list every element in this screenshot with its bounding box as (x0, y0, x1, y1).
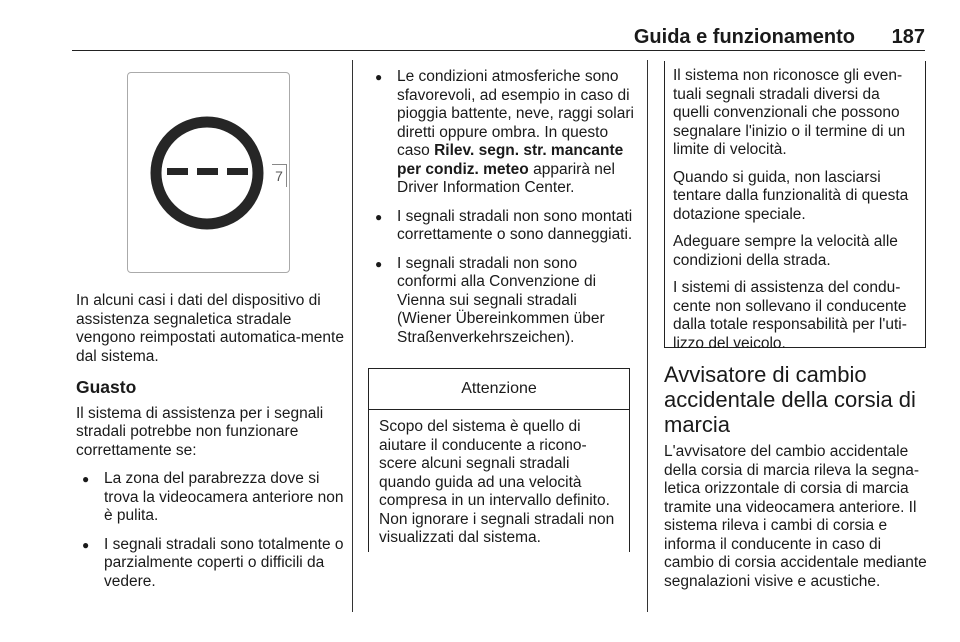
traffic-sign-icon (128, 73, 288, 271)
note-paragraph: Il sistema non riconosce gli even-tuali segnali stradali diversi da quelli convenzionali che possono segnalare l'inizio o il termine di un limite di velocità. (673, 67, 906, 158)
column-1 (76, 292, 344, 601)
intro-text: In alcuni casi i dati del dispositivo di assistenza segnaletica stradale vengono reimpostati automatica-mente dal sistema. (76, 292, 344, 365)
column-divider-right (647, 60, 648, 612)
section-heading-guasto: Guasto (76, 377, 137, 397)
list-item: ● I segnali stradali non sono montati correttamente o sono danneggiati. (369, 208, 635, 245)
warning-box (368, 368, 630, 552)
sign-illustration (127, 72, 290, 273)
note-paragraph: I sistemi di assistenza del condu-cente non sollevano il conducente dalla totale responsabilità per l'uti-lizzo del veicolo. (673, 279, 907, 352)
note-box (664, 61, 926, 352)
section-lane-departure (664, 362, 930, 591)
warning-body: Scopo del sistema è quello di aiutare il conducente a ricono-scere alcuni segnali stradali quando guida ad una velocità compresa in un intervallo definito. Non ignorare i segnali stradali non visualizzati dal sistema. (379, 418, 615, 546)
list-item: ● Le condizioni atmosferiche sono sfavorevoli, ad esempio in caso di pioggia battente, neve, raggi solari diretti oppure ombra. In questo caso Rilev. segn. str. mancante per condiz. meteo apparirà nel Driver Information Center. (369, 68, 635, 198)
guasto-text: Il sistema di assistenza per i segnali stradali potrebbe non funzionare correttamente se: (76, 404, 324, 459)
column-2 (369, 68, 635, 357)
page-header (72, 0, 925, 51)
bullet-list-1 (76, 470, 344, 591)
section-body: L'avvisatore del cambio accidentale della corsia di marcia rileva la segna-letica orizzontale di corsia di marcia tramite una videocamera anteriore. Il sistema rileva i cambi di corsia e informa il conducente in caso di cambio di corsia accidentale mediante segnalazioni visive e acustiche. (664, 443, 927, 590)
figure-label: 7 (272, 164, 287, 187)
warning-title: Attenzione (369, 369, 629, 410)
list-item: ● I segnali stradali sono totalmente o parzialmente coperti o difficili da vedere. (76, 536, 344, 592)
section-title: Avvisatore di cambio accidentale della corsia di marcia (664, 362, 916, 437)
bullet-list-2 (369, 68, 635, 347)
column-divider-left (352, 60, 353, 612)
note-paragraph: Quando si guida, non lasciarsi tentare dalla funzionalità di questa dotazione speciale. (673, 168, 909, 223)
list-item: ● La zona del parabrezza dove si trova la videocamera anteriore non è pulita. (76, 470, 344, 526)
list-item: ● I segnali stradali non sono conformi alla Convenzione di Vienna sui segnali stradali (Wiener Übereinkommen über Straßenverkehrszeichen). (369, 255, 635, 348)
note-paragraph: Adeguare sempre la velocità alle condizioni della strada. (673, 233, 898, 269)
page-number: 187 (891, 26, 925, 48)
display-message: Rilev. segn. str. mancante per condiz. meteo (397, 142, 624, 178)
header-title: Guida e funzionamento (633, 26, 855, 48)
